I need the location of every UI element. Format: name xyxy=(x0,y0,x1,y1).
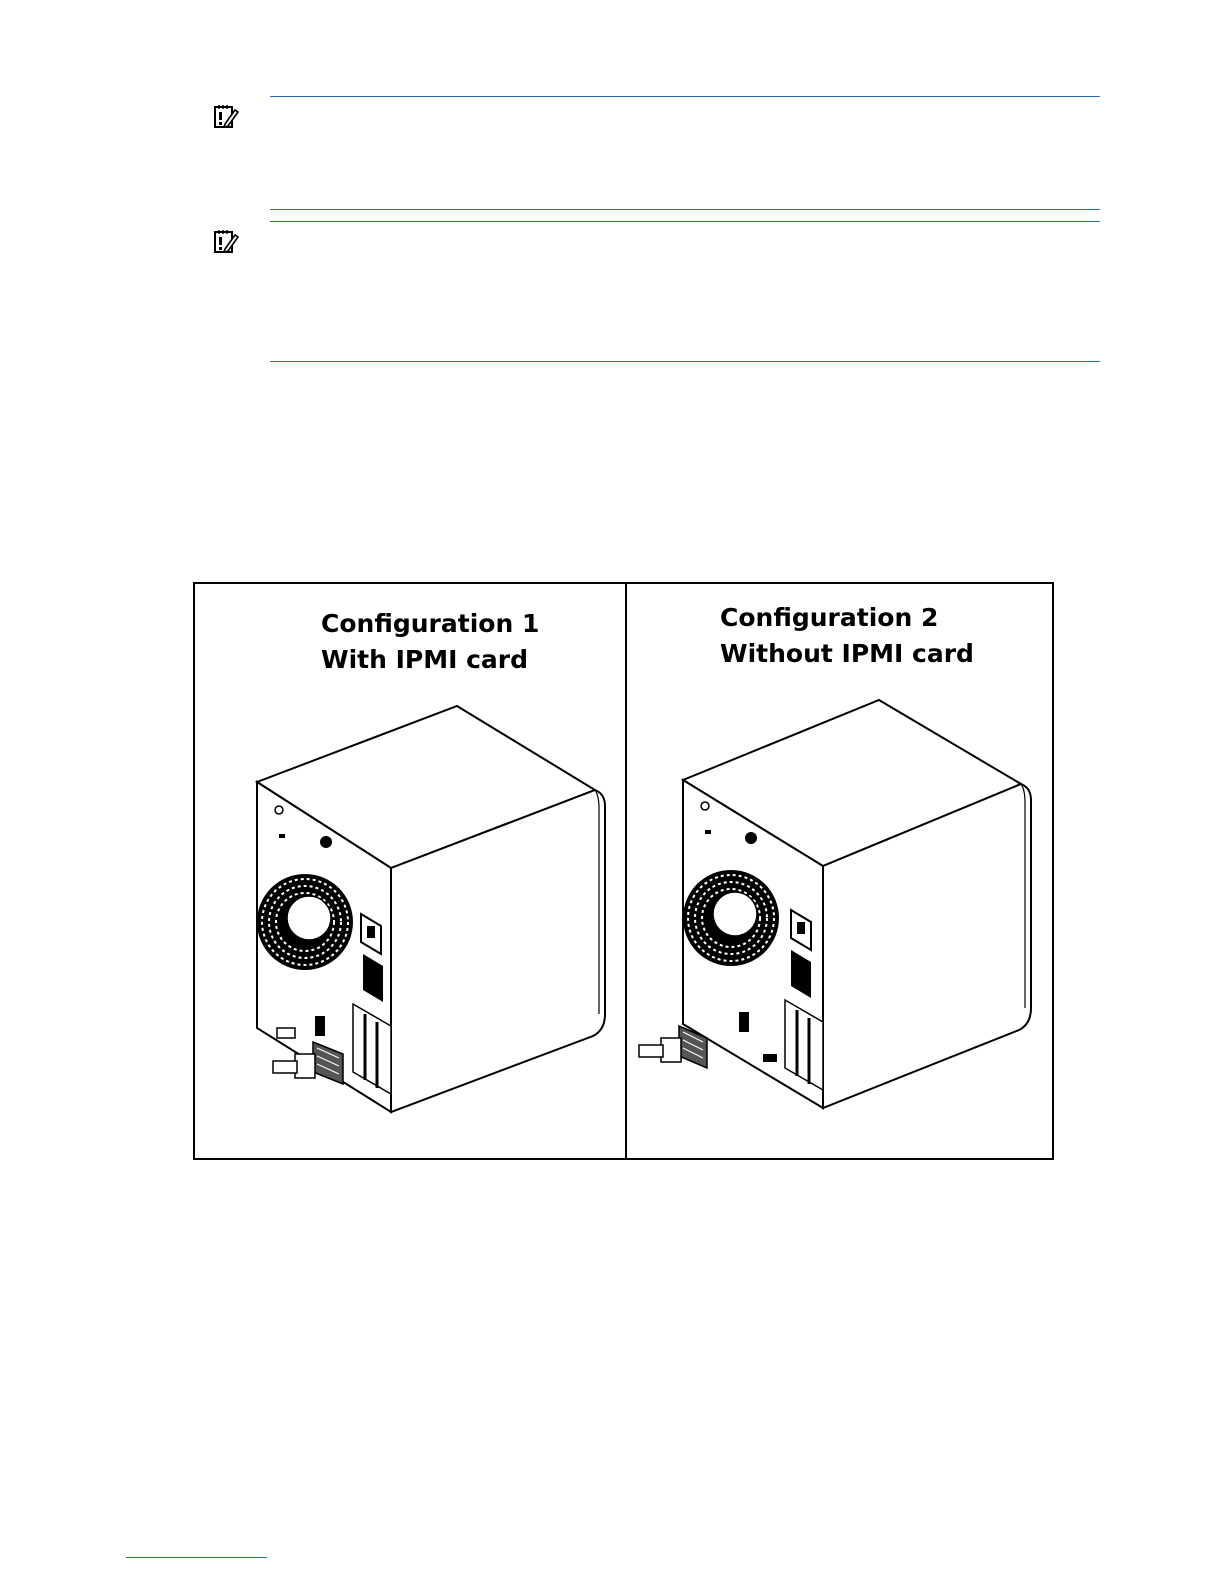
configuration-2-title-line2: Without IPMI card xyxy=(720,639,974,668)
note-2-bottom-rule xyxy=(270,361,1100,362)
server-illustration-with-ipmi xyxy=(195,584,625,1158)
configuration-1-title-line2: With IPMI card xyxy=(321,645,529,674)
note-1-top-rule xyxy=(270,96,1100,97)
note-2-top-rule xyxy=(270,221,1100,222)
important-icon xyxy=(213,104,239,130)
configuration-1-title-line1: Configuration 1 xyxy=(321,609,540,638)
server-illustration-without-ipmi xyxy=(627,584,1052,1158)
important-icon xyxy=(213,229,239,255)
note-1-bottom-rule xyxy=(270,209,1100,210)
configuration-1-panel xyxy=(195,584,627,1158)
footer-rule xyxy=(126,1557,267,1558)
configuration-figure xyxy=(193,582,1054,1160)
configuration-2-title-line1: Configuration 2 xyxy=(720,603,939,632)
configuration-2-panel xyxy=(627,584,1052,1158)
